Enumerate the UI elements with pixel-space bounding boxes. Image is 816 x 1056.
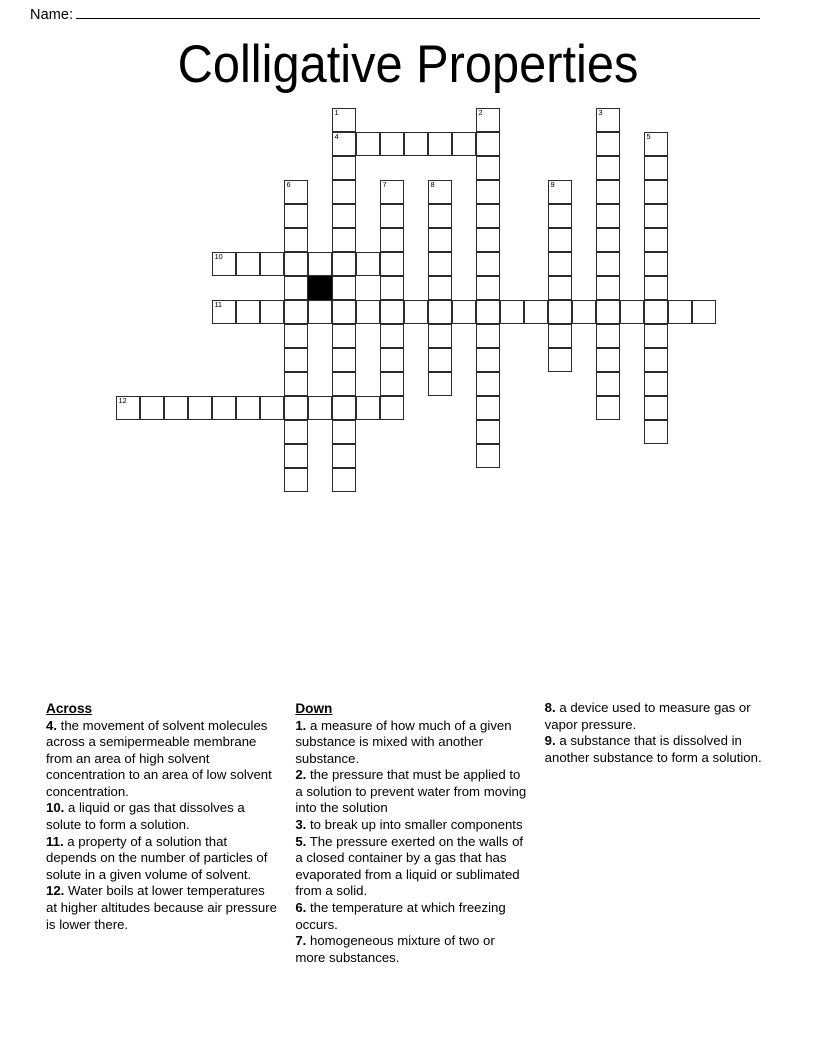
crossword-cell[interactable] — [332, 372, 356, 396]
crossword-cell[interactable] — [548, 204, 572, 228]
page-title: Colligative Properties — [177, 35, 639, 94]
crossword-cell[interactable] — [644, 252, 668, 276]
down-clue — [545, 733, 776, 766]
crossword-cell[interactable] — [140, 396, 164, 420]
clue-number: 7. — [295, 933, 307, 949]
down-clue — [295, 834, 526, 900]
clue-number: 9. — [544, 733, 556, 749]
crossword-cell[interactable] — [428, 228, 452, 252]
clue-number: 2. — [295, 767, 307, 783]
down-clue — [295, 900, 526, 933]
crossword-cell[interactable] — [332, 180, 356, 204]
cell-number: 5 — [646, 132, 651, 141]
crossword-cell[interactable] — [476, 180, 500, 204]
crossword-cell[interactable] — [284, 252, 308, 276]
crossword-cell[interactable] — [332, 468, 356, 492]
cell-number: 8 — [430, 180, 435, 189]
crossword-cell[interactable] — [332, 420, 356, 444]
clue-text: Water boils at lower temperatures at higher altitudes because air pressure is lower there. — [46, 883, 277, 932]
crossword-cell[interactable] — [476, 204, 500, 228]
clue-text: the pressure that must be applied to a solution to prevent water from moving into the solution — [295, 767, 527, 816]
crossword-cell[interactable] — [596, 300, 620, 324]
crossword-cell[interactable] — [332, 132, 356, 156]
crossword-cell[interactable] — [212, 300, 236, 324]
crossword-cell[interactable] — [596, 252, 620, 276]
clues-container — [46, 700, 776, 970]
crossword-cell[interactable] — [428, 324, 452, 348]
crossword-cell[interactable] — [332, 300, 356, 324]
across-clue — [46, 800, 277, 833]
crossword-cell[interactable] — [644, 420, 668, 444]
cell-number: 7 — [382, 180, 387, 189]
crossword-cell[interactable] — [476, 252, 500, 276]
crossword-cell[interactable] — [476, 300, 500, 324]
crossword-cell[interactable] — [476, 276, 500, 300]
crossword-cell[interactable] — [620, 300, 644, 324]
clue-number: 5. — [295, 833, 307, 849]
crossword-cell[interactable] — [308, 252, 332, 276]
clue-number: 11. — [46, 833, 64, 849]
crossword-grid — [0, 0, 816, 520]
crossword-cell[interactable] — [380, 300, 404, 324]
crossword-cell[interactable] — [236, 252, 260, 276]
crossword-cell[interactable] — [428, 276, 452, 300]
clue-number: 4. — [46, 717, 57, 733]
across-clue — [46, 883, 277, 933]
crossword-cell[interactable] — [644, 348, 668, 372]
crossword-cell[interactable] — [236, 396, 260, 420]
cell-number: 11 — [214, 300, 222, 309]
crossword-cell[interactable] — [596, 180, 620, 204]
cell-number: 2 — [478, 108, 483, 117]
clue-number: 6. — [295, 900, 307, 916]
clue-text: a liquid or gas that dissolves a solute to form a solution. — [46, 800, 245, 833]
crossword-cell[interactable] — [188, 396, 212, 420]
crossword-cell[interactable] — [476, 156, 500, 180]
crossword-cell[interactable] — [260, 252, 284, 276]
crossword-cell[interactable] — [476, 348, 500, 372]
crossword-cell[interactable] — [476, 372, 500, 396]
crossword-cell[interactable] — [380, 252, 404, 276]
clue-text: a device used to measure gas or vapor pressure. — [544, 700, 751, 732]
down-clue — [295, 718, 526, 768]
crossword-cell[interactable] — [284, 300, 308, 324]
crossword-cell[interactable] — [308, 300, 332, 324]
clue-text: The pressure exerted on the walls of a closed container by a gas that has evaporated from a liquid or sublimated from a solid. — [295, 833, 524, 899]
crossword-cell[interactable] — [548, 276, 572, 300]
crossword-cell[interactable] — [548, 348, 572, 372]
cell-number: 4 — [334, 132, 339, 141]
crossword-cell[interactable] — [452, 300, 476, 324]
crossword-cell[interactable] — [644, 372, 668, 396]
crossword-cell[interactable] — [476, 420, 500, 444]
name-label: Name: — [30, 7, 74, 23]
crossword-cell[interactable] — [404, 132, 428, 156]
crossword-cell[interactable] — [596, 324, 620, 348]
crossword-cell[interactable] — [644, 156, 668, 180]
crossword-cell[interactable] — [644, 132, 668, 156]
crossword-cell[interactable] — [332, 108, 356, 132]
crossword-cell[interactable] — [332, 348, 356, 372]
crossword-cell[interactable] — [428, 372, 452, 396]
cell-number: 3 — [598, 108, 603, 117]
clue-text: to break up into smaller components — [306, 817, 523, 833]
crossword-cell[interactable] — [380, 180, 404, 204]
crossword-cell[interactable] — [500, 300, 524, 324]
clue-text: homogeneous mixture of two or more substances. — [295, 933, 495, 965]
crossword-cell[interactable] — [476, 108, 500, 132]
crossword-cell[interactable] — [356, 252, 380, 276]
crossword-cell[interactable] — [428, 300, 452, 324]
crossword-cell[interactable] — [524, 300, 548, 324]
crossword-cell[interactable] — [332, 252, 356, 276]
crossword-cell[interactable] — [284, 444, 308, 468]
crossword-cell[interactable] — [380, 348, 404, 372]
crossword-cell[interactable] — [332, 324, 356, 348]
clue-text: the temperature at which freezing occurs. — [295, 900, 506, 932]
crossword-cell[interactable] — [116, 396, 140, 420]
crossword-cell[interactable] — [548, 300, 572, 324]
crossword-cell[interactable] — [284, 468, 308, 492]
crossword-cell[interactable] — [236, 300, 260, 324]
crossword-cell[interactable] — [428, 180, 452, 204]
down-clue — [295, 817, 526, 834]
crossword-cell[interactable] — [308, 396, 332, 420]
clue-text: the movement of solvent molecules across a semipermeable membrane from an area of high solvent concentration to an area of low solvent concentration. — [46, 717, 272, 799]
crossword-cell[interactable] — [476, 396, 500, 420]
crossword-cell[interactable] — [428, 252, 452, 276]
crossword-cell[interactable] — [284, 204, 308, 228]
crossword-cell[interactable] — [428, 204, 452, 228]
crossword-cell[interactable] — [428, 132, 452, 156]
crossword-cell[interactable] — [644, 396, 668, 420]
crossword-cell[interactable] — [644, 324, 668, 348]
crossword-cell[interactable] — [380, 204, 404, 228]
crossword-cell[interactable] — [548, 180, 572, 204]
crossword-cell[interactable] — [668, 300, 692, 324]
crossword-cell[interactable] — [332, 396, 356, 420]
crossword-cell[interactable] — [284, 372, 308, 396]
crossword-cell[interactable] — [596, 228, 620, 252]
crossword-cell[interactable] — [380, 228, 404, 252]
crossword-cell[interactable] — [164, 396, 188, 420]
crossword-cell[interactable] — [332, 228, 356, 252]
crossword-cell[interactable] — [476, 324, 500, 348]
crossword-cell[interactable] — [692, 300, 716, 324]
across-clue — [46, 834, 277, 884]
crossword-cell[interactable] — [596, 276, 620, 300]
blocked-cell — [308, 276, 332, 300]
clue-text: a measure of how much of a given substance is mixed with another substance. — [295, 717, 512, 766]
clue-number: 12. — [46, 883, 65, 899]
crossword-cell[interactable] — [380, 324, 404, 348]
crossword-cell[interactable] — [284, 324, 308, 348]
cell-number: 1 — [334, 108, 339, 117]
crossword-cell[interactable] — [476, 132, 500, 156]
crossword-cell[interactable] — [284, 420, 308, 444]
crossword-cell[interactable] — [404, 300, 428, 324]
clue-text: a substance that is dissolved in another substance to form a solution. — [544, 733, 762, 765]
crossword-cell[interactable] — [572, 300, 596, 324]
crossword-cell[interactable] — [356, 396, 380, 420]
crossword-cell[interactable] — [644, 204, 668, 228]
crossword-cell[interactable] — [332, 444, 356, 468]
crossword-cell[interactable] — [380, 276, 404, 300]
crossword-cell[interactable] — [596, 108, 620, 132]
crossword-cell[interactable] — [212, 252, 236, 276]
crossword-cell[interactable] — [380, 372, 404, 396]
crossword-cell[interactable] — [596, 396, 620, 420]
crossword-cell[interactable] — [596, 372, 620, 396]
clue-text: a property of a solution that depends on the number of particles of solute in a given volume of solvent. — [46, 833, 268, 882]
crossword-cell[interactable] — [284, 228, 308, 252]
crossword-cell[interactable] — [380, 132, 404, 156]
across-clue — [46, 718, 277, 801]
crossword-cell[interactable] — [284, 180, 308, 204]
crossword-cell[interactable] — [212, 396, 236, 420]
cell-number: 6 — [286, 180, 291, 189]
crossword-cell[interactable] — [356, 300, 380, 324]
down-heading: Down — [295, 701, 333, 716]
clue-number: 10. — [46, 800, 65, 816]
crossword-cell[interactable] — [380, 396, 404, 420]
down-clue — [545, 700, 776, 733]
crossword-cell[interactable] — [428, 348, 452, 372]
crossword-cell[interactable] — [284, 396, 308, 420]
crossword-cell[interactable] — [332, 204, 356, 228]
down-clue — [295, 933, 526, 966]
crossword-cell[interactable] — [284, 276, 308, 300]
crossword-cell[interactable] — [452, 132, 476, 156]
crossword-cell[interactable] — [596, 132, 620, 156]
cell-number: 12 — [118, 396, 127, 405]
crossword-cell[interactable] — [260, 300, 284, 324]
crossword-cell[interactable] — [548, 228, 572, 252]
crossword-cell[interactable] — [332, 276, 356, 300]
crossword-cell[interactable] — [644, 276, 668, 300]
clue-number: 3. — [295, 817, 307, 833]
crossword-cell[interactable] — [644, 300, 668, 324]
crossword-cell[interactable] — [596, 204, 620, 228]
crossword-cell[interactable] — [332, 156, 356, 180]
clue-number: 1. — [295, 717, 307, 733]
crossword-cell[interactable] — [476, 228, 500, 252]
crossword-cell[interactable] — [644, 180, 668, 204]
crossword-cell[interactable] — [548, 252, 572, 276]
cell-number: 10 — [214, 252, 223, 261]
crossword-cell[interactable] — [596, 156, 620, 180]
crossword-cell[interactable] — [644, 228, 668, 252]
crossword-cell[interactable] — [596, 348, 620, 372]
crossword-cell[interactable] — [284, 348, 308, 372]
crossword-cell[interactable] — [260, 396, 284, 420]
crossword-cell[interactable] — [476, 444, 500, 468]
down-clue — [295, 767, 526, 817]
clue-number: 8. — [544, 700, 556, 715]
crossword-cell[interactable] — [356, 132, 380, 156]
crossword-cell[interactable] — [548, 324, 572, 348]
cell-number: 9 — [550, 180, 555, 189]
across-heading: Across — [46, 701, 93, 716]
